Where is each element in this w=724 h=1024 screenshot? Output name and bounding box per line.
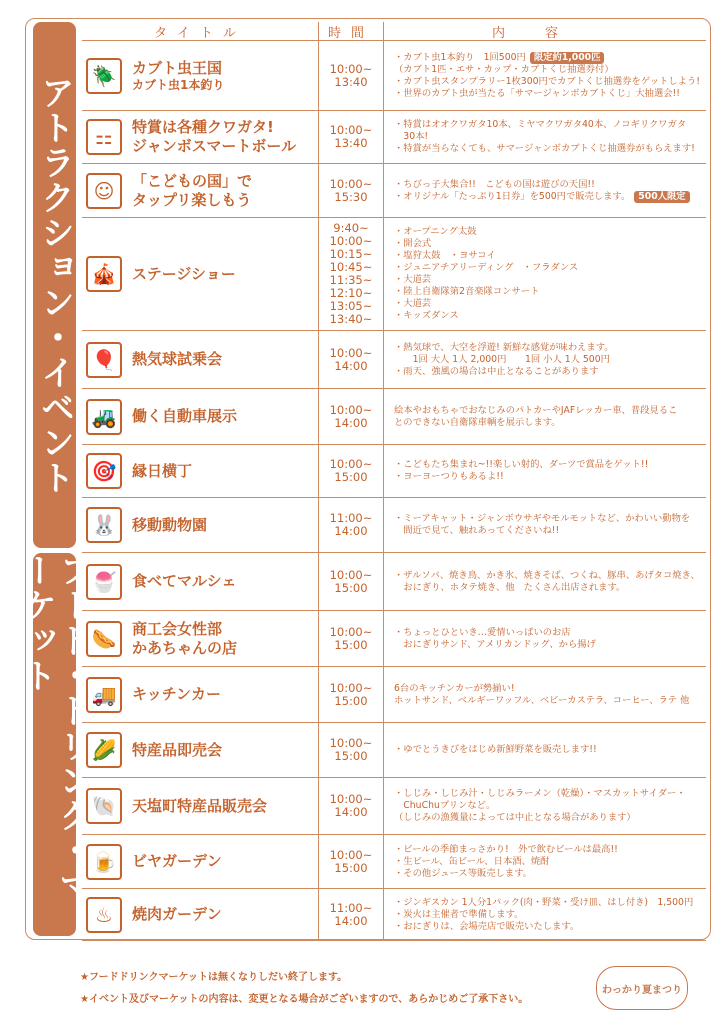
content-text: ・ジュニアチアリーディング ・フラダンス	[394, 262, 579, 273]
beetle-icon: 🪲	[86, 58, 122, 94]
event-title: 焼肉ガーデン	[132, 905, 222, 923]
row-title	[132, 265, 236, 284]
event-time: 9:40~ 10:00~ 10:15~ 10:45~ 11:35~ 12:10~ 13:05~ 13:40~	[319, 218, 384, 330]
limit-badge: 限定約1,000匹	[530, 52, 605, 64]
content-line	[394, 788, 700, 800]
event-content	[384, 445, 706, 497]
event-subtitle: カブト虫1本釣り	[132, 77, 225, 92]
content-line	[394, 582, 700, 594]
event-title: 特賞は各種クワガタ!	[132, 118, 274, 136]
row-title-cell	[82, 164, 319, 217]
content-line	[394, 262, 700, 274]
event-title-line2: タップリ楽しもう	[132, 190, 252, 209]
event-title: キッチンカー	[132, 685, 221, 703]
content-line	[394, 250, 700, 262]
content-line	[394, 238, 700, 250]
row-title	[132, 572, 236, 591]
content-text: とのできない自衛隊車輌を展示します。	[394, 416, 561, 428]
event-time: 10:00~ 15:00	[319, 553, 384, 610]
row-title-cell	[82, 778, 319, 834]
content-line	[394, 64, 700, 76]
row-title-cell	[82, 611, 319, 666]
content-text: おにぎりサンド、アメリカンドッグ、から揚げ	[394, 638, 596, 650]
event-time: 10:00~ 15:30	[319, 164, 384, 217]
event-title: 「こどもの国」で	[132, 171, 253, 190]
shooting-gun-icon: 🎯	[86, 453, 122, 489]
content-text: 絵本やおもちゃでおなじみのパトカーやJAFレッカー車、普段見るこ	[394, 404, 678, 416]
event-time: 10:00~ 13:40	[319, 111, 384, 163]
stage-icon: 🎪	[86, 256, 122, 292]
row-title-cell	[82, 389, 319, 444]
row-title-cell	[82, 218, 319, 330]
content-line	[394, 844, 700, 856]
content-line	[394, 897, 700, 909]
content-line	[394, 856, 700, 868]
content-text: ・雨天、強風の場合は中止となることがあります	[394, 365, 599, 377]
event-content	[384, 835, 706, 888]
event-time: 10:00~ 15:00	[319, 445, 384, 497]
event-time: 10:00~ 14:00	[319, 389, 384, 444]
content-text: ホットサンド、ベルギーワッフル、ベビーカステラ、コーヒー、ラテ 他	[394, 694, 690, 706]
content-line	[394, 800, 700, 812]
content-line	[394, 695, 700, 707]
content-line	[394, 179, 700, 191]
event-title: 縁日横丁	[132, 461, 193, 480]
content-line	[394, 471, 700, 483]
event-time: 10:00~ 15:00	[319, 723, 384, 777]
content-line	[394, 812, 700, 824]
event-content	[384, 164, 706, 217]
content-line	[394, 417, 700, 429]
content-line	[394, 52, 700, 64]
excavator-icon: 🚜	[86, 399, 122, 435]
table-row	[82, 553, 706, 611]
event-content	[384, 111, 706, 163]
event-content	[384, 498, 706, 552]
row-title	[132, 620, 237, 658]
content-line	[394, 274, 700, 286]
event-title: ビヤガーデン	[132, 852, 222, 870]
row-title	[132, 118, 296, 156]
row-title-cell	[82, 553, 319, 610]
row-title-cell	[82, 889, 319, 940]
content-text: ・ちょっとひといき…愛情いっぱいのお店	[394, 626, 571, 638]
festival-logo: わっかり夏まつり	[596, 966, 688, 1010]
event-title: 特産品即売会	[132, 740, 223, 759]
smartball-icon: ⚏	[86, 119, 122, 155]
content-text: 30本!	[394, 131, 429, 142]
content-line	[394, 131, 700, 143]
content-text: 間近で見て、触れあってくださいね!!	[394, 525, 560, 536]
content-text: （しじみの漁獲量によっては中止となる場合があります）	[394, 812, 636, 823]
content-text: ・おにぎりは、会場売店で販売いたします。	[394, 920, 580, 932]
content-line	[394, 342, 700, 354]
event-time: 11:00~ 14:00	[319, 498, 384, 552]
content-text: ・しじみ・しじみ汁・しじみラーメン（乾燥）・マスカットサイダー・	[394, 788, 686, 799]
event-title: 熱気球試乗会	[132, 350, 223, 368]
event-title: 移動動物園	[132, 515, 208, 534]
table-row	[82, 111, 706, 164]
content-text: ・世界のカブト虫が当たる「サマージャンボカブトくじ」大抽選会!!	[394, 87, 680, 99]
row-title-cell	[82, 41, 319, 110]
content-line	[394, 525, 700, 537]
event-time: 10:00~ 13:40	[319, 41, 384, 110]
content-line	[394, 868, 700, 880]
table-row	[82, 889, 706, 941]
content-text: ・熱気球で、大空を浮遊! 新鮮な感覚が味わえます。	[394, 341, 614, 353]
content-text: ・生ビール、缶ビール、日本酒、焼酎	[394, 855, 550, 867]
event-time: 10:00~ 14:00	[319, 778, 384, 834]
content-text: 1回 大人 1人 2,000円 1回 小人 1人 500円	[394, 353, 610, 365]
table-row	[82, 498, 706, 553]
row-title-cell	[82, 667, 319, 722]
content-line	[394, 310, 700, 322]
content-line	[394, 639, 700, 651]
table-row	[82, 389, 706, 445]
content-text: おにぎり、ホタテ焼き、他 たくさん出店されます。	[394, 581, 626, 593]
row-title-cell	[82, 498, 319, 552]
beer-icon: 🍺	[86, 844, 122, 880]
content-text: ・ヨーヨーつりもあるよ!!	[394, 471, 504, 482]
row-title	[132, 852, 222, 871]
row-title	[132, 516, 207, 535]
category-food-drink-market: フード・ドリンク・マーケット	[33, 553, 76, 936]
content-text: ・塩狩太鼓 ・ヨサコイ	[394, 250, 496, 261]
event-title: 商工会女性部	[132, 619, 223, 638]
row-title	[132, 905, 222, 924]
table-row	[82, 778, 706, 835]
content-text: ・ザルソバ、焼き鳥、かき氷、焼きそば、つくね、豚串、あげタコ焼き、	[394, 569, 700, 581]
kids-icon: ☺	[86, 173, 122, 209]
event-content	[384, 889, 706, 940]
content-text: 6台のキッチンカーが勢揃い!	[394, 682, 515, 694]
row-title	[132, 350, 222, 369]
header-content: 内容	[491, 25, 598, 41]
event-content	[384, 389, 706, 444]
content-text: ・ビールの季節まっさかり! 外で飲むビールは最高!!	[394, 843, 618, 855]
event-title: 天塩町特産品販売会	[132, 796, 268, 815]
content-text: ・ジンギスカン 1人分1パック(肉・野菜・受け皿、はし付き) 1,500円	[394, 896, 694, 908]
content-text: ・炭火は主催者で準備します。	[394, 908, 524, 920]
content-line	[394, 119, 700, 131]
content-text: ・大道芸	[394, 274, 432, 285]
content-line	[394, 354, 700, 366]
content-text: ・キッズダンス	[394, 310, 459, 321]
event-time: 10:00~ 14:00	[319, 331, 384, 388]
content-text: ・こどもたち集まれ~!!楽しい射的、ダーツで賞品をゲット!!	[394, 459, 649, 470]
event-time: 11:00~ 14:00	[319, 889, 384, 940]
content-line	[394, 143, 700, 155]
table-row	[82, 611, 706, 667]
row-title-cell	[82, 723, 319, 777]
event-title: 働く自動車展示	[132, 407, 238, 425]
content-text: ・ミーアキャット・ジャンボウサギやモルモットなど、かわいい動物を	[394, 513, 691, 524]
row-title	[132, 685, 221, 704]
event-time: 10:00~ 15:00	[319, 835, 384, 888]
event-content	[384, 41, 706, 110]
row-title-cell	[82, 331, 319, 388]
content-line	[394, 88, 700, 100]
event-content	[384, 778, 706, 834]
truck-icon: 🚚	[86, 677, 122, 713]
content-line	[394, 570, 700, 582]
content-text: ・カブト虫スタンプラリー1枚300円でカブトくじ抽選券をゲットしよう!	[394, 75, 700, 87]
header-title: タイトル	[82, 22, 319, 40]
table-header	[82, 22, 706, 41]
table-row	[82, 445, 706, 498]
event-content	[384, 218, 706, 330]
balloon-icon: 🎈	[86, 342, 122, 378]
table-row	[82, 218, 706, 331]
content-text: ・ゆでとうきびをはじめ新鮮野菜を販売します!!	[394, 744, 597, 755]
event-content	[384, 331, 706, 388]
corndog-icon: 🌭	[86, 621, 122, 657]
content-text: ・大道芸	[394, 298, 432, 309]
event-title: ステージショー	[132, 264, 236, 283]
corn-icon: 🌽	[86, 732, 122, 768]
event-time: 10:00~ 15:00	[319, 667, 384, 722]
row-title-cell	[82, 835, 319, 888]
content-text: ・ちびっ子大集合!! こどもの国は遊びの天国!!	[394, 178, 595, 190]
header-time: 時間	[319, 22, 384, 40]
row-title-cell	[82, 445, 319, 497]
content-text: ・オリジナル「たっぷり1日券」を500円で販売します。	[394, 190, 631, 202]
event-title-line2: ジャンボスマートボール	[132, 137, 297, 155]
footer-note-2: ★イベント及びマーケットの内容は、変更となる場合がございますので、あらかじめご了承下さい。	[80, 994, 529, 1005]
row-title	[132, 407, 237, 426]
content-line	[394, 459, 700, 471]
content-text: ・その他ジュース等販売します。	[394, 867, 533, 879]
event-title: 食べてマルシェ	[132, 572, 237, 590]
content-line	[394, 683, 700, 695]
content-text: ChuChuプリンなど。	[394, 800, 496, 811]
content-line	[394, 405, 700, 417]
table-row	[82, 723, 706, 778]
content-line	[394, 909, 700, 921]
content-line	[394, 298, 700, 310]
content-line	[394, 366, 700, 378]
table-row	[82, 331, 706, 389]
row-title	[132, 797, 267, 816]
category-attractions-events: アトラクション・イベント	[33, 22, 76, 548]
row-title	[132, 462, 192, 481]
row-title	[132, 59, 224, 93]
content-line	[394, 191, 700, 203]
shaved-ice-icon: 🍧	[86, 564, 122, 600]
content-line	[394, 513, 700, 525]
content-text: ・陸上自衛隊第2音楽隊コンサート	[394, 286, 540, 297]
event-content	[384, 611, 706, 666]
content-line	[394, 921, 700, 933]
event-title: カブト虫王国	[132, 58, 223, 77]
table-row	[82, 164, 706, 218]
content-line	[394, 76, 700, 88]
event-content	[384, 723, 706, 777]
row-title-cell	[82, 111, 319, 163]
row-title	[132, 741, 222, 760]
content-line	[394, 226, 700, 238]
content-text: ・特賞が当らなくても、サマージャンボカブトくじ抽選券がもらえます!	[394, 143, 695, 154]
event-time: 10:00~ 15:00	[319, 611, 384, 666]
content-text: ・オープニング太鼓	[394, 226, 477, 237]
content-text: ・開会式	[394, 238, 432, 249]
clam-icon: 🐚	[86, 788, 122, 824]
footer-note-1: ★フードドリンクマーケットは無くなりしだい終了します。	[80, 972, 348, 983]
grill-icon: ♨	[86, 897, 122, 933]
content-line	[394, 627, 700, 639]
content-line	[394, 744, 700, 756]
table-row	[82, 41, 706, 111]
content-text: ・カブト虫1本釣り 1回500円	[394, 51, 526, 63]
event-content	[384, 667, 706, 722]
table-row	[82, 835, 706, 889]
schedule-table	[82, 22, 706, 941]
content-text: （カブト1匹・エサ・カップ・カブトくじ抽選券付）	[394, 63, 614, 75]
content-line	[394, 286, 700, 298]
table-row	[82, 667, 706, 723]
event-content	[384, 553, 706, 610]
animals-icon: 🐰	[86, 507, 122, 543]
limit-badge: 500人限定	[634, 191, 689, 203]
event-title-line2: かあちゃんの店	[132, 638, 238, 657]
content-text: ・特賞はオオクワガタ10本、ミヤマクワガタ40本、ノコギリクワガタ	[394, 119, 687, 130]
row-title	[132, 172, 252, 210]
